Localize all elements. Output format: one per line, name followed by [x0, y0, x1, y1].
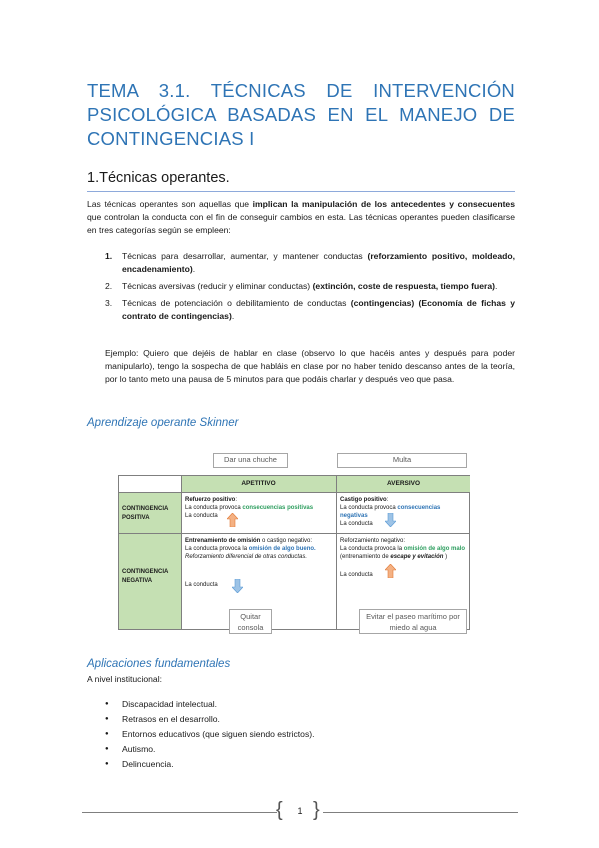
cell-text: La conducta provoca [340, 505, 398, 511]
list-bold: (extinción, coste de respuesta, tiempo fuera) [312, 281, 495, 291]
list-text: Técnicas aversivas (reducir y eliminar conductas) [122, 281, 313, 291]
cell-highlight: consecuencias positivas [242, 505, 314, 511]
list-number: 1. [105, 251, 113, 261]
arrow-up-icon [385, 564, 396, 578]
cell-text: La conducta [340, 572, 373, 578]
footer-rule-left [82, 812, 277, 813]
cell-text: La conducta provoca la [185, 546, 249, 552]
list-item: ● Discapacidad intelectual. [105, 697, 315, 712]
cell-text: La conducta [185, 513, 218, 519]
list-number: 2. [105, 281, 113, 291]
col-header-apetitivo: APETITIVO [181, 476, 336, 492]
cell-refuerzo-positivo: Refuerzo positivo: La conducta provoca consecuencias positivas La conducta [185, 497, 314, 519]
list-number: 3. [105, 298, 113, 308]
arrow-down-icon [232, 579, 243, 593]
list-item [105, 250, 515, 276]
list-end: . [231, 311, 235, 321]
list-text: Técnicas de potenciación o debilitamiento de conductas [122, 298, 351, 308]
cell-title: Entrenamiento de omisión [185, 538, 261, 544]
section-heading-aplicaciones: Aplicaciones fundamentales [87, 658, 231, 670]
intro-text-end: que controlan la conducta con el fin de conseguir cambios en esta. Las técnicas operantes pueden clasificarse en tres categorías según se empleen: [87, 212, 515, 235]
cell-text: La conducta provoca [185, 505, 243, 511]
cell-title: Castigo positivo [340, 497, 387, 503]
contingency-table [118, 475, 470, 630]
callout-evitar-paseo: Evitar el paseo marítimo por miedo al agua [359, 609, 467, 634]
cell-text: La conducta [340, 521, 373, 527]
heading-underline [87, 191, 515, 192]
list-bold: (contingencias) (Economía de fichas y contrato de contingencias) [122, 298, 515, 321]
list-end: . [495, 281, 498, 291]
callout-dar-chuche: Dar una chuche [213, 453, 288, 468]
cell-text: La conducta provoca la [340, 546, 404, 552]
cell-title: Refuerzo positivo [185, 497, 236, 503]
technique-list [105, 250, 515, 327]
list-item [105, 297, 515, 323]
callout-quitar-consola: Quitar consola [229, 609, 272, 634]
cell-text: Reforzamiento diferencial de otras conductas. [185, 554, 308, 560]
list-item: ● Entornos educativos (que siguen siendo estrictos). [105, 727, 315, 742]
list-text: Técnicas para desarrollar, aumentar, y mantener conductas [122, 251, 368, 261]
cell-highlight: consecuencias negativas [340, 505, 441, 519]
list-end: . [192, 264, 196, 274]
document-title: TEMA 3.1. TÉCNICAS DE INTERVENCIÓN PSICOLÓGICA BASADAS EN EL MANEJO DE CONTINGENCIAS I [87, 80, 515, 149]
page-number: 1 [297, 806, 303, 816]
section-heading-tecnicas-operantes: 1.Técnicas operantes. [87, 170, 230, 186]
intro-paragraph [87, 198, 515, 237]
callout-multa: Multa [337, 453, 467, 468]
row-label-negativa: CONTINGENCIA NEGATIVA [119, 534, 181, 629]
cell-text: o castigo negativo: [260, 538, 313, 544]
subheading-nivel-institucional: A nivel institucional: [87, 674, 162, 684]
list-item [105, 280, 515, 293]
cell-title: Reforzamiento negativo: [340, 538, 406, 544]
intro-text: Las técnicas operantes son aquellas que [87, 199, 253, 209]
cell-highlight: escape y evitación [390, 554, 444, 560]
cell-text: ) [443, 554, 448, 560]
row-label-positiva: CONTINGENCIA POSITIVA [119, 493, 181, 533]
cell-text: (entrenamiento de [340, 554, 391, 560]
arrow-down-icon [385, 513, 396, 527]
cell-text: La conducta [185, 582, 218, 588]
list-bold: (reforzamiento positivo, moldeado, encadenamiento) [122, 251, 515, 274]
list-item: ● Autismo. [105, 742, 315, 757]
cell-highlight: omisión de algo malo [403, 546, 466, 552]
section-heading-skinner: Aprendizaje operante Skinner [87, 417, 239, 429]
skinner-figure [118, 450, 470, 640]
footer-brace-left: { [276, 799, 283, 821]
cell-castigo-positivo: Castigo positivo: La conducta provoca consecuencias negativas La conducta [340, 497, 441, 527]
footer-rule-right [323, 812, 518, 813]
example-paragraph: Ejemplo: Quiero que dejéis de hablar en clase (observo lo que hacéis antes y después para poder manipularlo), tengo la sospecha de que habláis en clase por no haber tenido descanso antes de la teoría, por lo tanto meto una pausa de 5 minutos para que podáis charlar y después veo que pasa. [105, 348, 515, 384]
intro-bold: implican la manipulación de los antecedentes y consecuentes [252, 199, 515, 209]
footer-brace-right: } [313, 799, 320, 821]
arrow-up-icon [227, 513, 238, 527]
list-item: ● Delincuencia. [105, 757, 315, 772]
col-header-aversivo: AVERSIVO [337, 476, 470, 492]
cell-highlight: omisión de algo bueno. [248, 546, 316, 552]
list-item: ● Retrasos en el desarrollo. [105, 712, 315, 727]
applications-list [105, 697, 315, 772]
